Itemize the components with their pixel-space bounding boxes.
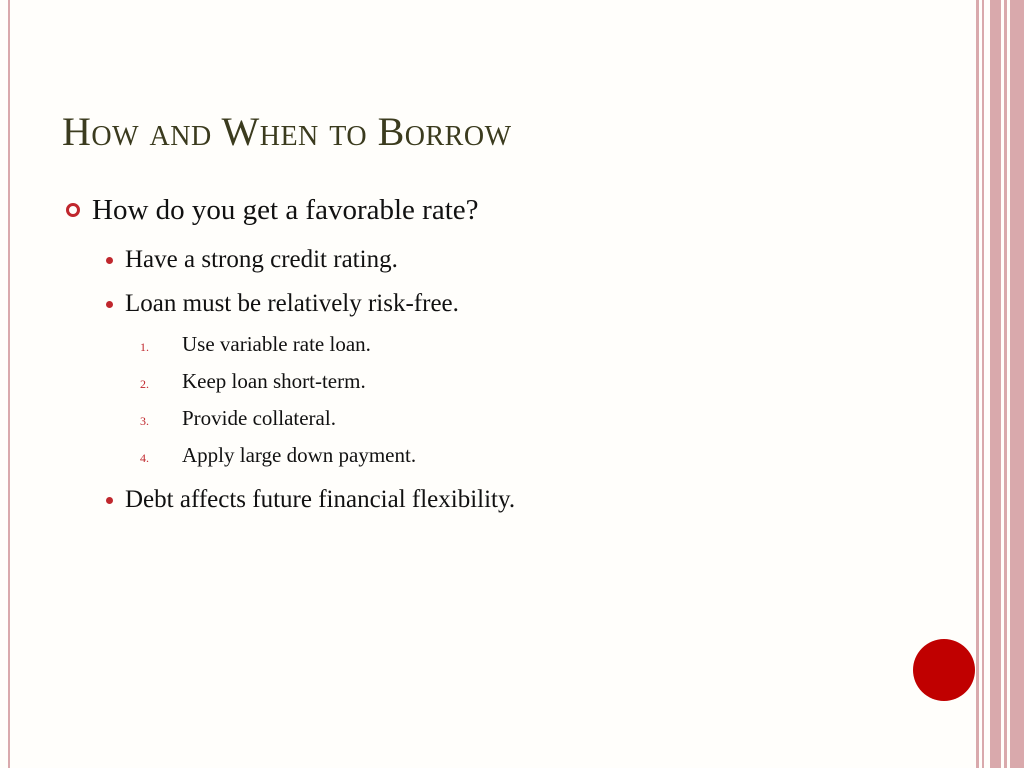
slide-content — [62, 188, 962, 522]
bullet-level-1 — [62, 188, 962, 232]
item-text: Apply large down payment. — [182, 443, 417, 467]
left-border-line — [8, 0, 10, 768]
dot-bullet-icon — [106, 497, 113, 504]
item-number: 4. — [140, 451, 149, 465]
bullet-level-2 — [62, 478, 962, 522]
bullet-level-2 — [62, 238, 962, 282]
numbered-item — [62, 437, 962, 474]
numbered-item — [62, 363, 962, 400]
numbered-item — [62, 400, 962, 437]
item-number: 2. — [140, 377, 149, 391]
numbered-item — [62, 326, 962, 363]
bullet-level-2 — [62, 282, 962, 326]
slide-title: How and When to Borrow — [62, 109, 512, 154]
stripe — [990, 0, 1001, 768]
stripe — [1004, 0, 1007, 768]
item-text: Keep loan short-term. — [182, 369, 366, 393]
dot-bullet-icon — [106, 301, 113, 308]
bullet-text: Debt affects future financial flexibility. — [125, 486, 516, 513]
bullet-text: Have a strong credit rating. — [125, 246, 398, 273]
dot-bullet-icon — [106, 257, 113, 264]
red-circle-decoration — [913, 639, 975, 701]
item-text: Use variable rate loan. — [182, 332, 371, 356]
item-number: 1. — [140, 340, 149, 354]
stripe — [982, 0, 984, 768]
item-number: 3. — [140, 414, 149, 428]
circle-bullet-icon — [66, 203, 80, 217]
stripe — [1010, 0, 1024, 768]
bullet-text: How do you get a favorable rate? — [92, 193, 479, 226]
right-decorative-stripes — [976, 0, 1024, 768]
item-text: Provide collateral. — [182, 406, 336, 430]
stripe — [976, 0, 979, 768]
bullet-text: Loan must be relatively risk-free. — [125, 290, 459, 317]
